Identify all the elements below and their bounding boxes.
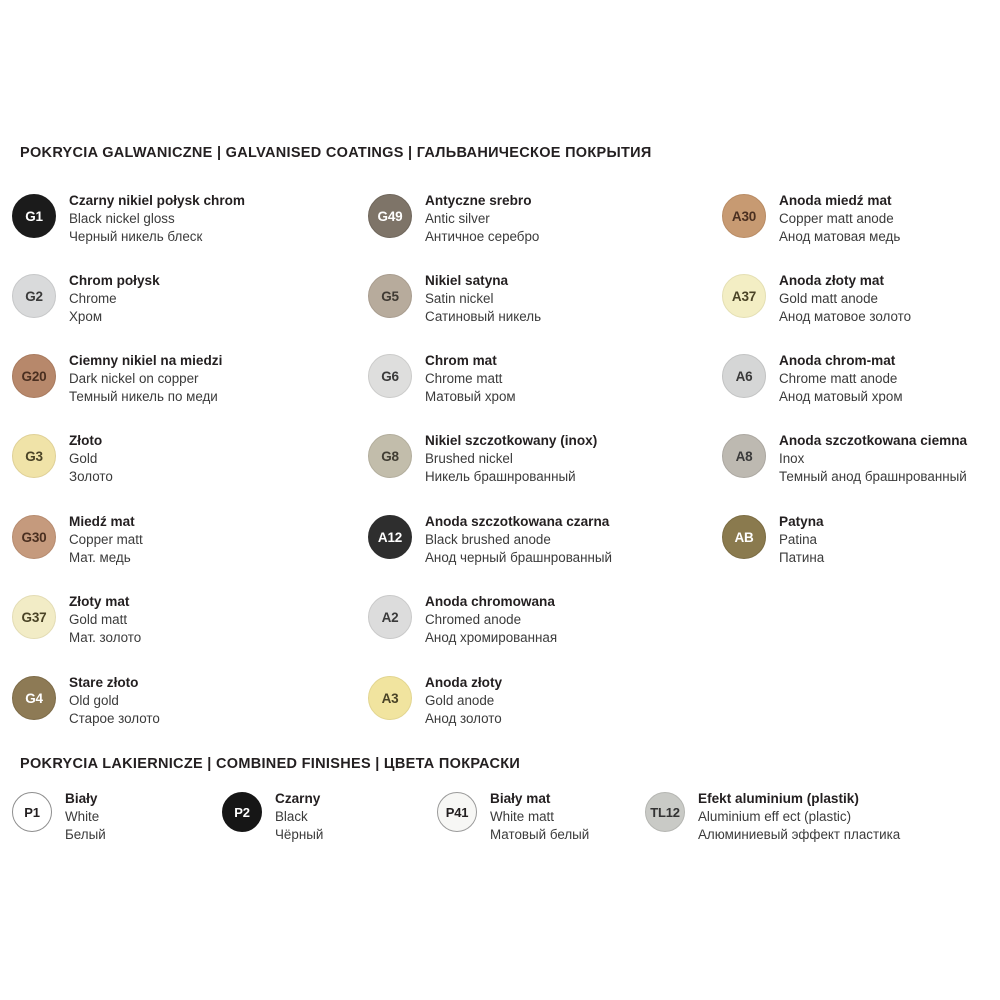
coating-name-ru: Черный никель блеск [69,228,203,244]
coating-name-pl: Ciemny nikiel na miedzi [69,353,223,368]
coating-labels [425,192,539,246]
coating-labels [425,272,541,326]
color-swatch [12,792,52,832]
coating-name-en: Black brushed anode [425,532,551,548]
finish-item [222,790,323,844]
coating-name-pl: Anoda złoty [425,675,503,690]
coating-name-pl: Chrom połysk [69,273,160,288]
coating-labels [69,674,160,728]
coating-code: G5 [381,288,399,304]
finish-item [12,790,106,844]
coating-name-pl: Nikiel szczotkowany (inox) [425,433,598,448]
finish-labels [275,790,323,844]
color-swatch [12,676,56,720]
coating-name-ru: Никель брашнрованный [425,468,576,484]
color-swatch [368,434,412,478]
coating-code: AB [734,529,754,545]
coating-name-en: Chrome matt [425,371,503,387]
coating-item [368,513,612,567]
coating-item [12,513,143,567]
coating-code: A2 [381,609,399,625]
color-swatch [222,792,262,832]
coating-name-pl: Anoda szczotkowana czarna [425,514,610,529]
color-swatch [368,515,412,559]
coating-name-en: Chromed anode [425,612,522,628]
coating-code: G8 [381,448,399,464]
coating-name-pl: Anoda chromowana [425,594,555,609]
finish-name-pl: Biały [65,791,98,806]
color-swatch [12,434,56,478]
coating-name-en: Satin nickel [425,291,494,307]
coating-name-en: Gold anode [425,693,495,709]
coating-item [368,432,597,486]
color-swatch [722,354,766,398]
coating-name-ru: Темный никель по меди [69,388,218,404]
coating-item [12,593,141,647]
coating-name-pl: Czarny nikiel połysk chrom [69,193,246,208]
color-swatch [368,194,412,238]
coating-name-en: Black nickel gloss [69,211,175,227]
color-swatch [368,595,412,639]
coating-name-pl: Antyczne srebro [425,193,532,208]
coating-item [12,352,222,406]
coating-name-en: Inox [779,451,805,467]
coating-name-en: Gold matt anode [779,291,879,307]
coating-item [722,272,911,326]
coating-name-ru: Матовый хром [425,388,516,404]
coating-name-pl: Anoda miedź mat [779,193,892,208]
coating-name-en: Gold matt [69,612,128,628]
coating-code: A12 [377,529,403,545]
coating-name-ru: Анод хромированная [425,629,558,645]
coating-name-pl: Patyna [779,514,824,529]
coating-name-ru: Мат. золото [69,629,142,645]
color-swatch [722,274,766,318]
coating-name-en: Antic silver [425,211,490,227]
coating-name-ru: Хром [69,308,103,324]
finish-name-ru: Чёрный [275,826,324,842]
coating-labels [425,432,597,486]
finish-name-pl: Efekt aluminium (plastik) [698,791,859,806]
coating-name-pl: Miedź mat [69,514,135,529]
coating-name-en: Chrome matt anode [779,371,898,387]
color-swatch [12,194,56,238]
coating-item [722,192,900,246]
coating-item [12,192,245,246]
finish-name-ru: Белый [65,826,106,842]
color-swatch [645,792,685,832]
coating-name-pl: Chrom mat [425,353,497,368]
coating-labels [69,272,160,326]
coating-name-ru: Анод матовый хром [779,388,903,404]
coating-name-ru: Золото [69,468,113,484]
finish-labels [490,790,589,844]
coating-code: G20 [21,368,47,384]
coating-labels [69,352,222,406]
color-swatch [368,274,412,318]
coating-code: A8 [735,448,753,464]
finish-name-pl: Biały mat [490,791,551,806]
coating-name-en: Chrome [69,291,117,307]
finish-name-en: Black [275,809,308,825]
coating-labels [779,352,903,406]
color-swatch [12,515,56,559]
coating-code: A6 [735,368,753,384]
coating-labels [779,513,824,567]
coating-name-ru: Сатиновый никель [425,308,542,324]
coating-code: G3 [25,448,43,464]
coating-name-ru: Античное серебро [425,228,540,244]
color-swatch [12,274,56,318]
coating-name-en: Old gold [69,693,119,709]
finish-name-ru: Алюминиевый эффект пластика [698,826,901,842]
coating-labels [69,432,113,486]
finish-code: P1 [24,804,40,820]
coating-name-pl: Nikiel satyna [425,273,509,288]
coating-name-en: Copper matt anode [779,211,894,227]
coating-name-pl: Anoda chrom-mat [779,353,896,368]
coating-code: G49 [377,208,403,224]
finishes-section-title: POKRYCIA LAKIERNICZE | COMBINED FINISHES | ЦВЕТА ПОКРАСКИ [20,756,521,772]
coating-labels [779,192,900,246]
coating-name-pl: Złoto [69,433,103,448]
coating-code: G6 [381,368,399,384]
coating-name-en: Patina [779,532,817,548]
coating-name-ru: Старое золото [69,710,160,726]
finish-name-pl: Czarny [275,791,321,806]
coating-labels [779,432,967,486]
coating-name-ru: Темный анод брашнрованный [779,468,967,484]
color-swatch [722,515,766,559]
coating-name-en: Brushed nickel [425,451,513,467]
finish-code: TL12 [650,804,680,820]
coating-item [12,432,113,486]
coating-name-pl: Anoda złoty mat [779,273,884,288]
coating-item [12,674,160,728]
coating-labels [425,674,502,728]
finish-code: P41 [445,804,469,820]
coating-item [368,192,539,246]
finish-item [437,790,589,844]
coating-item [368,272,541,326]
finish-name-ru: Матовый белый [490,826,590,842]
coating-labels [425,593,557,647]
coating-item [722,513,824,567]
coating-code: G4 [25,690,43,706]
coating-item [368,352,516,406]
coating-name-pl: Złoty mat [69,594,130,609]
coating-name-ru: Анод матовое золото [779,308,912,324]
color-swatch [12,595,56,639]
coating-labels [425,513,612,567]
coating-name-en: Dark nickel on copper [69,371,199,387]
finish-code: P2 [234,804,250,820]
coating-labels [425,352,516,406]
coating-code: G2 [25,288,43,304]
finish-labels [698,790,900,844]
finish-name-en: White matt [490,809,554,825]
coating-name-ru: Анод золото [425,710,502,726]
coating-name-ru: Патина [779,549,825,565]
color-swatch [12,354,56,398]
color-swatch [368,354,412,398]
coating-labels [69,593,141,647]
color-swatch [722,434,766,478]
coating-labels [69,192,245,246]
coating-code: G37 [21,609,47,625]
coating-name-pl: Anoda szczotkowana ciemna [779,433,968,448]
coating-item [368,593,557,647]
finish-item [645,790,900,844]
coating-item [722,432,967,486]
coating-labels [779,272,911,326]
coating-name-en: Gold [69,451,98,467]
galvanised-section-title: POKRYCIA GALWANICZNE | GALVANISED COATINGS | ГАЛЬВАНИЧЕСКОЕ ПОКРЫТИЯ [20,145,652,161]
coating-code: A30 [731,208,757,224]
coating-name-pl: Stare złoto [69,675,139,690]
coating-code: A37 [731,288,757,304]
color-swatch [437,792,477,832]
coating-name-ru: Анод черный брашнрованный [425,549,613,565]
coating-name-en: Copper matt [69,532,143,548]
coating-code: G30 [21,529,47,545]
finish-labels [65,790,106,844]
coating-name-ru: Мат. медь [69,549,131,565]
coating-code: A3 [381,690,399,706]
coating-labels [69,513,143,567]
coating-item [722,352,903,406]
coating-code: G1 [25,208,43,224]
coating-item [368,674,502,728]
color-swatch [368,676,412,720]
coating-name-ru: Анод матовая медь [779,228,901,244]
coating-item [12,272,160,326]
color-swatch [722,194,766,238]
finish-name-en: White [65,809,100,825]
finish-name-en: Aluminium eff ect (plastic) [698,809,852,825]
